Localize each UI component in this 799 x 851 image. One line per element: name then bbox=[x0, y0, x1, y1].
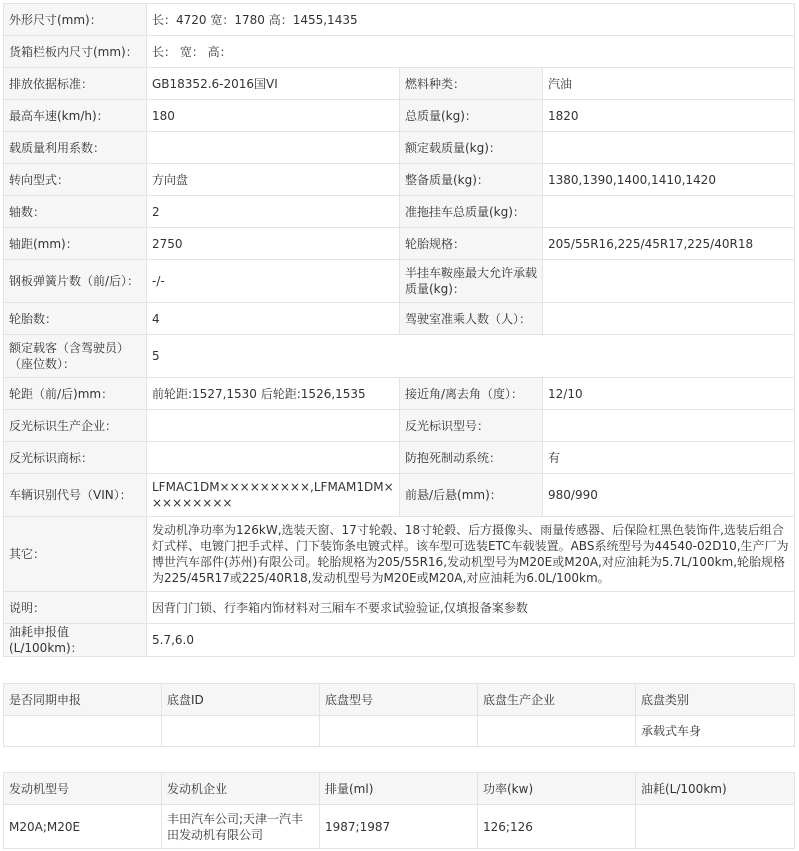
chassis-cell bbox=[4, 716, 162, 747]
emission-value: GB18352.6-2016国VI bbox=[147, 68, 400, 100]
max-speed-label: 最高车速(km/h)： bbox=[4, 100, 147, 132]
spec-row bbox=[4, 410, 795, 442]
dimensions-label: 外形尺寸(mm)： bbox=[4, 4, 147, 36]
steering-label: 转向型式： bbox=[4, 164, 147, 196]
fuel-consumption-label: 油耗申报值(L/100km)： bbox=[4, 624, 147, 657]
vin-value: LFMAC1DM×××××××××,LFMAM1DM××××××××× bbox=[147, 474, 400, 517]
spec-row bbox=[4, 442, 795, 474]
engine-header-cell: 排量(ml) bbox=[320, 773, 478, 805]
cargo-box-value: 长： 宽： 高： bbox=[147, 36, 795, 68]
other-value: 发动机净功率为126kW,选装天窗、17寸轮毂、18寸轮毂、后方摄像头、雨量传感器、后保险杠黑色装饰件,选装后组合灯式样、电镀门把手式样、门下装饰条电镀式样。该车型可选装ETC车载装置。ABS系统型号为44540-02D10,生产厂为博世汽车部件(苏州)有限公司。轮胎规格为205/55R16,发动机型号为M20E或M20A,对应油耗为5.7L/100km,轮胎规格为225/45R17或225/40R18,发动机型号为M20E或M20A,对应油耗为6.0L/100km。 bbox=[147, 517, 795, 592]
cargo-box-label: 货箱栏板内尺寸(mm)： bbox=[4, 36, 147, 68]
engine-table bbox=[3, 772, 795, 849]
chassis-cell bbox=[320, 716, 478, 747]
spec-row bbox=[4, 68, 795, 100]
spec-row bbox=[4, 132, 795, 164]
overhang-value: 980/990 bbox=[543, 474, 795, 517]
tire-spec-value: 205/55R16,225/45R17,225/40R18 bbox=[543, 228, 795, 260]
spec-row bbox=[4, 303, 795, 335]
wheelbase-value: 2750 bbox=[147, 228, 400, 260]
rated-load-label: 额定载质量(kg)： bbox=[400, 132, 543, 164]
tires-label: 轮胎数： bbox=[4, 303, 147, 335]
note-value: 因背门门锁、行李箱内饰材料对三厢车不要求试验验证,仅填报备案参数 bbox=[147, 592, 795, 624]
chassis-header-row bbox=[4, 684, 795, 716]
reflector-maker-value bbox=[147, 410, 400, 442]
spec-row bbox=[4, 4, 795, 36]
fifth-wheel-value bbox=[543, 260, 795, 303]
cab-passengers-label: 驾驶室准乘人数（人）： bbox=[400, 303, 543, 335]
chassis-cell: 承载式车身 bbox=[636, 716, 795, 747]
steering-value: 方向盘 bbox=[147, 164, 400, 196]
load-util-label: 载质量利用系数： bbox=[4, 132, 147, 164]
fuel-type-label: 燃料种类： bbox=[400, 68, 543, 100]
axles-label: 轴数： bbox=[4, 196, 147, 228]
cab-passengers-value bbox=[543, 303, 795, 335]
chassis-header-cell: 底盘ID bbox=[162, 684, 320, 716]
reflector-brand-value bbox=[147, 442, 400, 474]
chassis-header-cell: 底盘生产企业 bbox=[478, 684, 636, 716]
chassis-row bbox=[4, 716, 795, 747]
abs-label: 防抱死制动系统： bbox=[400, 442, 543, 474]
curb-weight-value: 1380,1390,1400,1410,1420 bbox=[543, 164, 795, 196]
spec-row bbox=[4, 228, 795, 260]
spec-row bbox=[4, 474, 795, 517]
fifth-wheel-label: 半挂车鞍座最大允许承载质量(kg)： bbox=[400, 260, 543, 303]
spec-row bbox=[4, 624, 795, 657]
axles-value: 2 bbox=[147, 196, 400, 228]
engine-header-cell: 发动机企业 bbox=[162, 773, 320, 805]
spec-row bbox=[4, 592, 795, 624]
track-label: 轮距（前/后)mm： bbox=[4, 378, 147, 410]
dimensions-value: 长：4720 宽：1780 高：1455,1435 bbox=[147, 4, 795, 36]
spec-row bbox=[4, 36, 795, 68]
chassis-header-cell: 底盘型号 bbox=[320, 684, 478, 716]
vin-label: 车辆识别代号（VIN）： bbox=[4, 474, 147, 517]
chassis-table bbox=[3, 683, 795, 747]
seats-value: 5 bbox=[147, 335, 795, 378]
reflector-model-label: 反光标识型号： bbox=[400, 410, 543, 442]
tire-spec-label: 轮胎规格： bbox=[400, 228, 543, 260]
chassis-header-cell: 底盘类别 bbox=[636, 684, 795, 716]
angles-label: 接近角/离去角（度）： bbox=[400, 378, 543, 410]
chassis-cell bbox=[478, 716, 636, 747]
engine-cell: 1987;1987 bbox=[320, 805, 478, 849]
spec-row bbox=[4, 260, 795, 303]
reflector-model-value bbox=[543, 410, 795, 442]
seats-label: 额定载客（含驾驶员）（座位数）： bbox=[4, 335, 147, 378]
reflector-brand-label: 反光标识商标： bbox=[4, 442, 147, 474]
spec-row bbox=[4, 196, 795, 228]
engine-cell: 126;126 bbox=[478, 805, 636, 849]
leaf-springs-value: -/- bbox=[147, 260, 400, 303]
total-mass-label: 总质量(kg)： bbox=[400, 100, 543, 132]
note-label: 说明： bbox=[4, 592, 147, 624]
spec-row bbox=[4, 378, 795, 410]
spec-row bbox=[4, 164, 795, 196]
trailer-mass-value bbox=[543, 196, 795, 228]
spec-row bbox=[4, 517, 795, 592]
chassis-header-cell: 是否同期申报 bbox=[4, 684, 162, 716]
emission-label: 排放依据标准： bbox=[4, 68, 147, 100]
fuel-type-value: 汽油 bbox=[543, 68, 795, 100]
engine-header-cell: 油耗(L/100km) bbox=[636, 773, 795, 805]
other-label: 其它： bbox=[4, 517, 147, 592]
engine-row bbox=[4, 805, 795, 849]
engine-cell: 丰田汽车公司;天津一汽丰田发动机有限公司 bbox=[162, 805, 320, 849]
angles-value: 12/10 bbox=[543, 378, 795, 410]
fuel-consumption-value: 5.7,6.0 bbox=[147, 624, 795, 657]
spec-row bbox=[4, 335, 795, 378]
leaf-springs-label: 钢板弹簧片数（前/后）： bbox=[4, 260, 147, 303]
track-value: 前轮距:1527,1530 后轮距:1526,1535 bbox=[147, 378, 400, 410]
engine-cell: M20A;M20E bbox=[4, 805, 162, 849]
curb-weight-label: 整备质量(kg)： bbox=[400, 164, 543, 196]
tires-value: 4 bbox=[147, 303, 400, 335]
rated-load-value bbox=[543, 132, 795, 164]
chassis-cell bbox=[162, 716, 320, 747]
wheelbase-label: 轴距(mm)： bbox=[4, 228, 147, 260]
spec-row bbox=[4, 100, 795, 132]
trailer-mass-label: 准拖挂车总质量(kg)： bbox=[400, 196, 543, 228]
total-mass-value: 1820 bbox=[543, 100, 795, 132]
engine-cell bbox=[636, 805, 795, 849]
reflector-maker-label: 反光标识生产企业： bbox=[4, 410, 147, 442]
engine-header-row bbox=[4, 773, 795, 805]
spec-table bbox=[3, 3, 795, 657]
engine-header-cell: 功率(kw) bbox=[478, 773, 636, 805]
overhang-label: 前悬/后悬(mm)： bbox=[400, 474, 543, 517]
abs-value: 有 bbox=[543, 442, 795, 474]
engine-header-cell: 发动机型号 bbox=[4, 773, 162, 805]
load-util-value bbox=[147, 132, 400, 164]
max-speed-value: 180 bbox=[147, 100, 400, 132]
